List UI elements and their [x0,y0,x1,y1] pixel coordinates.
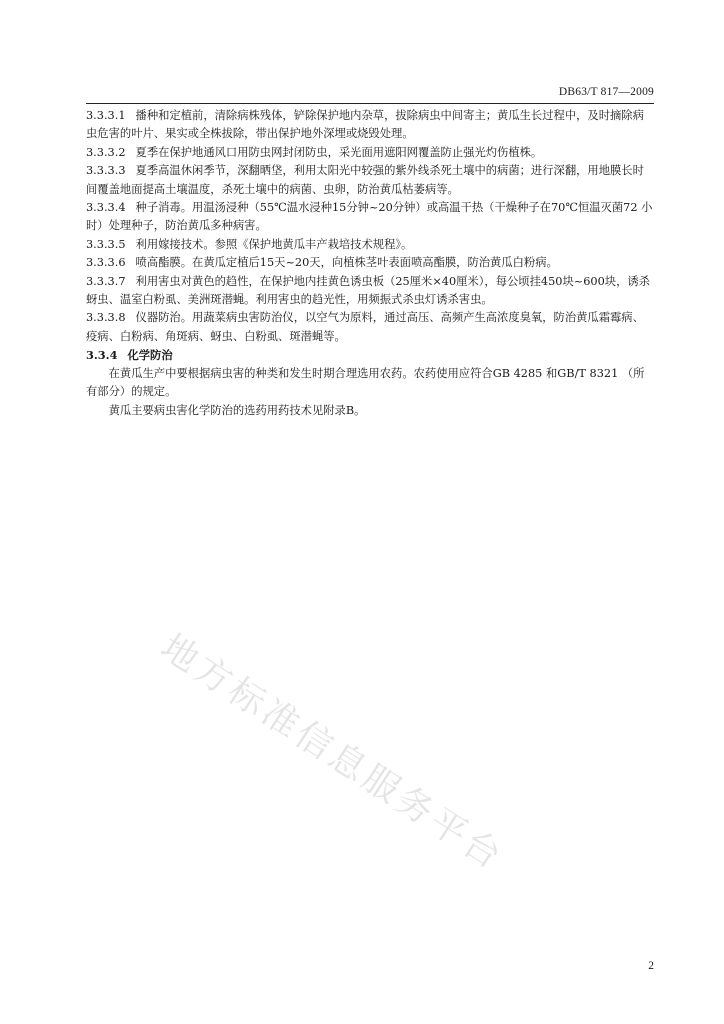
clause-number: 3.3.3.7 [86,274,126,288]
clause-number: 3.3.3.5 [86,237,126,251]
clause-text: 夏季高温休闲季节，深翻晒垡，利用太阳光中较强的紫外线杀死土壤中的病菌；进行深翻，用地膜长时间覆盖地面提高土壤温度，杀死土壤中的病菌、虫卵，防治黄瓜枯萎病等。 [86,164,644,196]
clause-text: 喷高酯膜。在黄瓜定植后15天~20天，向植株茎叶表面喷高酯膜，防治黄瓜白粉病。 [135,256,558,270]
clause-text: 利用嫁接技术。参照《保护地黄瓜丰产栽培技术规程》。 [135,237,413,251]
clause-3-3-3-4 [86,199,654,236]
clause-3-3-3-7 [86,273,654,310]
page-header: DB63/T 817—2009 [558,86,654,98]
watermark: 地方标准信息服务平台 [153,626,512,879]
clause-3-3-3-8 [86,309,654,346]
clause-number: 3.3.3.6 [86,256,126,270]
clause-3-3-3-2 [86,144,654,162]
clause-text: 仪器防治。用蔬菜病虫害防治仪，以空气为原料，通过高压、高频产生高浓度臭氧，防治黄瓜霜霉病、疫病、白粉病、角斑病、蚜虫、白粉虱、斑潜蝇等。 [86,311,644,343]
clause-text: 利用害虫对黄色的趋性，在保护地内挂黄色诱虫板（25厘米×40厘米），每公顷挂450块~600块，诱杀蚜虫、温室白粉虱、美洲斑潜蝇。利用害虫的趋光性，用频振式杀虫灯诱杀害虫。 [86,274,650,307]
clause-number: 3.3.3.4 [86,201,126,215]
clause-number: 3.3.3.1 [86,109,126,122]
clause-3-3-3-5 [86,236,654,254]
section-title: 化学防治 [127,348,173,363]
clause-3-3-3-3 [86,162,654,199]
document-body [86,107,654,420]
clause-text: 种子消毒。用温汤浸种（55℃温水浸种15分钟~20分钟）或高温干热（干燥种子在70℃恒温灭菌72 小时）处理种子，防治黄瓜多种病害。 [86,201,653,233]
section-heading [86,346,654,364]
clause-3-3-3-1 [86,107,654,144]
header-rule [86,103,654,104]
clause-text: 夏季在保护地通风口用防虫网封闭防虫，采光面用遮阳网覆盖防止强光灼伤植株。 [135,145,543,159]
clause-number: 3.3.3.8 [86,311,126,325]
section-number: 3.3.4 [86,348,118,363]
body-paragraph: 在黄瓜生产中要根据病虫害的种类和发生时期合理选用农药。农药使用应符合GB 4285 和GB/T 8321 （所有部分）的规定。 [86,366,645,399]
clause-number: 3.3.3.2 [86,145,126,159]
clause-text: 播种和定植前，清除病株残体，铲除保护地内杂草，拔除病虫中间寄主；黄瓜生长过程中，及时摘除病虫危害的叶片、果实或全株拔除，带出保护地外深埋或烧毁处理。 [86,109,644,141]
page-number: 2 [648,960,654,972]
clause-number: 3.3.3.3 [86,164,126,178]
clause-3-3-3-6 [86,254,654,272]
body-paragraph: 黄瓜主要病虫害化学防治的选药用药技术见附录B。 [108,403,366,417]
